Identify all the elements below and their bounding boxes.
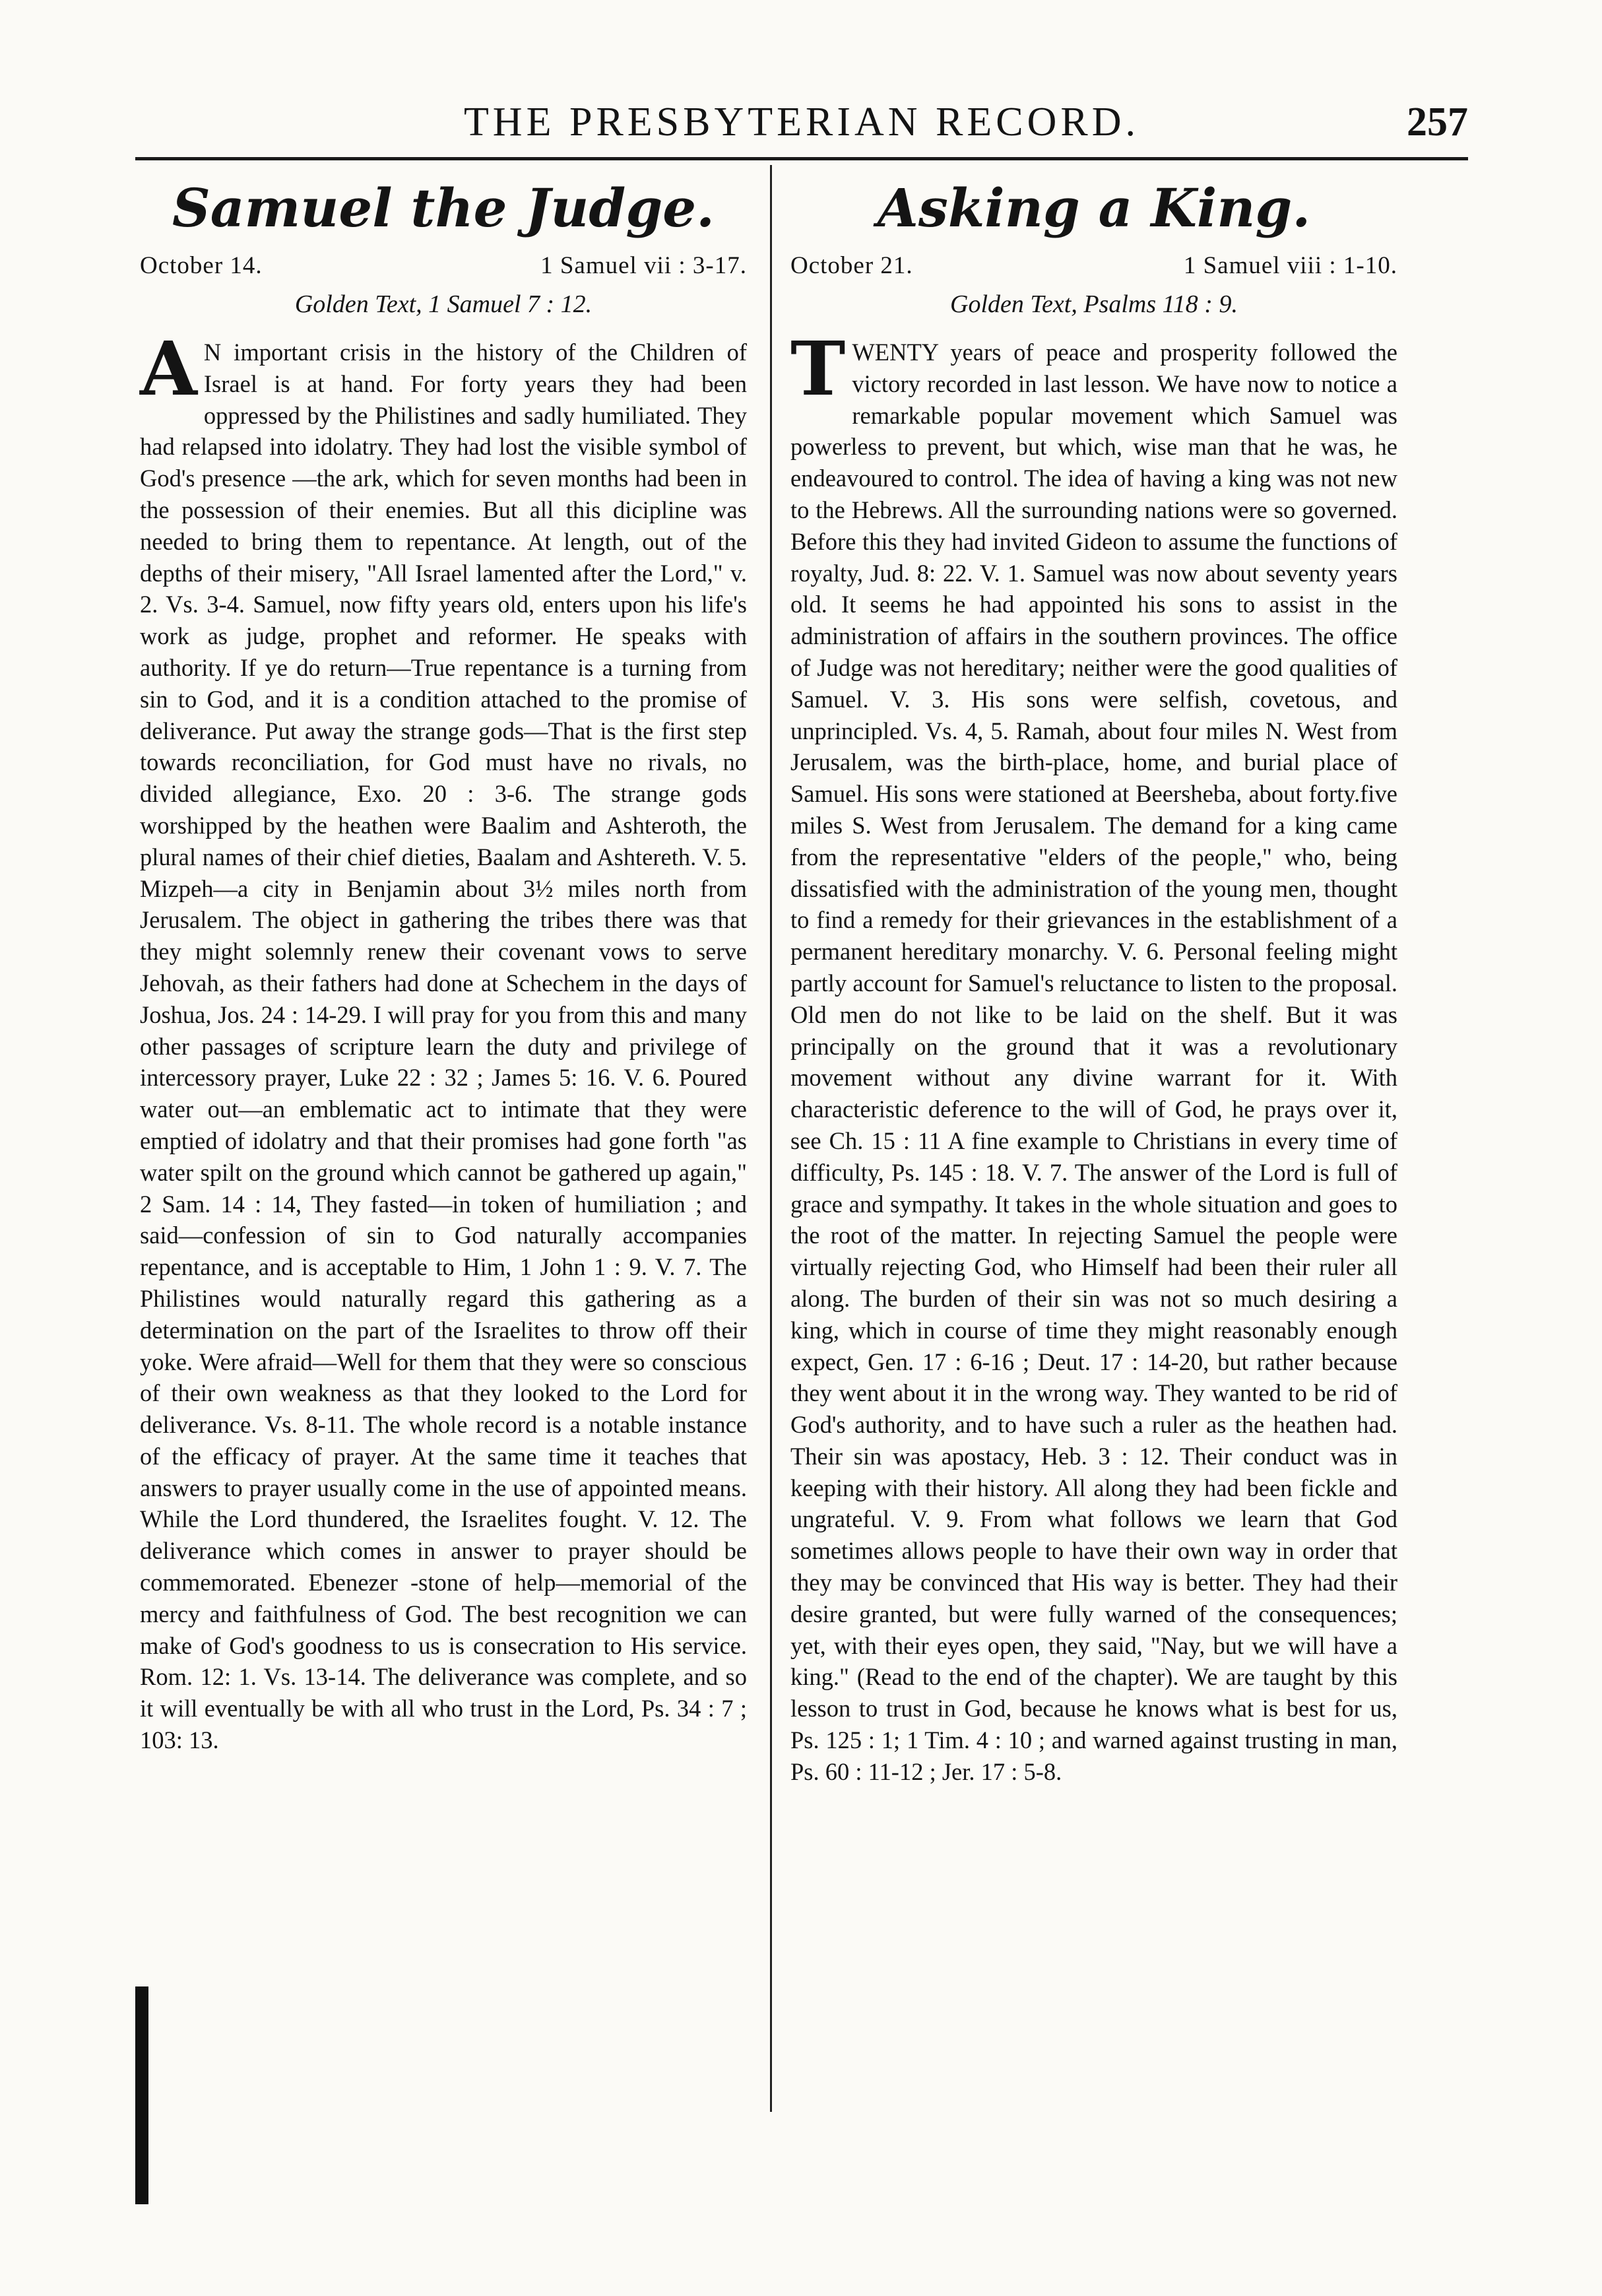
lesson-meta — [790, 248, 1397, 284]
scripture-reference: 1 Samuel viii : 1-10. — [1183, 252, 1397, 279]
running-head: THE PRESBYTERIAN RECORD. — [463, 100, 1140, 145]
article-body — [790, 326, 1397, 1788]
article-samuel-the-judge — [140, 172, 747, 1756]
header-rule — [135, 157, 1468, 160]
drop-cap: A — [140, 326, 197, 412]
article-title: Samuel the Judge. — [172, 177, 715, 239]
golden-text: Golden Text, 1 Samuel 7 : 12. — [294, 290, 593, 318]
lesson-meta — [140, 248, 747, 284]
golden-text: Golden Text, Psalms 118 : 9. — [950, 290, 1238, 318]
page-number: 257 — [1407, 100, 1468, 145]
lesson-date: October 14. — [140, 252, 263, 279]
article-asking-a-king — [790, 172, 1397, 1788]
drop-cap: T — [790, 326, 846, 412]
scripture-reference: 1 Samuel vii : 3-17. — [540, 252, 747, 279]
article-body-text: WENTY years of peace and prosperity followed the victory recorded in last lesson. We have now to notice a remarkable popular movement which Samuel was powerless to prevent, but which, wise man that he was, he endeavoured to control. The idea of having a king was not new to the Hebrews. All the surrounding nations were so governed. Before this they had invited Gideon to assume the functions of royalty, Jud. 8: 22. V. 1. Samuel was now about seventy years old. It seems he had appointed his sons to assist in the administration of affairs in the southern provinces. The office of Judge was not hereditary; neither were the good qualities of Samuel. V. 3. His sons were selfish, covetous, and unprincipled. Vs. 4, 5. Ramah, about four miles N. West from Jerusalem, was the birth-place, home, and burial place of Samuel. His sons were stationed at Beersheba, about forty.five miles S. West from Jerusalem. The demand for a king came from the representative "elders of the people," who, being dissatisfied with the administration of the young men, thought to find a remedy for their grievances in the establishment of a permanent hereditary monarchy. V. 6. Personal feeling might partly account for Samuel's reluctance to listen to the proposal. Old men do not like to be laid on the shelf. But it was principally on the ground that it was a revolutionary movement without any divine warrant for it. With characteristic deference to the will of God, he prays over it, see Ch. 15 : 11 A fine example to Christians in every time of difficulty, Ps. 145 : 18. V. 7. The answer of the Lord is full of grace and sympathy. It takes in the whole situation and goes to the root of the matter. In rejecting Samuel the people were virtually rejecting God, who Himself had been their ruler all along. The burden of their sin was not so much desiring a king, which in course of time they might reasonably enough expect, Gen. 17 : 6-16 ; Deut. 17 : 14-20, but rather because they went about it in the wrong way. They wanted to be rid of God's authority, and to have such a ruler as the heathen had. Their sin was apostacy, Heb. 3 : 12. Their conduct was in keeping with their history. All along they had been fickle and ungrateful. V. 9. From what follows we learn that God sometimes allows people to have their own way in order that they may be convinced that His way is better. They had their desire granted, but were fully warned of the consequences; yet, with their eyes open, they said, "Nay, but we will have a king." (Read to the end of the chapter). We are taught by this lesson to trust in God, because he knows what is best for us, Ps. 125 : 1; 1 Tim. 4 : 10 ; and warned against trusting in man, Ps. 60 : 11-12 ; Jer. 17 : 5-8. — [790, 339, 1397, 1785]
article-body — [140, 326, 747, 1756]
binding-shadow — [135, 1986, 148, 2204]
article-title: Asking a King. — [877, 177, 1311, 239]
column-divider — [770, 165, 772, 2112]
lesson-date: October 21. — [790, 252, 913, 279]
article-body-text: N important crisis in the history of the Children of Israel is at hand. For forty years they had been oppressed by the Philistines and sadly humiliated. They had relapsed into idolatry. They had lost the visible symbol of God's presence —the ark, which for seven months had been in the possession of their enemies. But all this dicipline was needed to bring them to repentance. At length, out of the depths of their misery, "All Israel lamented after the Lord," v. 2. Vs. 3-4. Samuel, now fifty years old, enters upon his life's work as judge, prophet and reformer. He speaks with authority. If ye do return—True repentance is a turning from sin to God, and it is a condition attached to the promise of deliverance. Put away the strange gods—That is the first step towards reconciliation, for God must have no rivals, no divided allegiance, Exo. 20 : 3-6. The strange gods worshipped by the heathen were Baalim and Ashteroth, the plural names of their chief dieties, Baalam and Ashtereth. V. 5. Mizpeh—a city in Benjamin about 3½ miles north from Jerusalem. The object in gathering the tribes there was that they might solemnly renew their covenant vows to serve Jehovah, as their fathers had done at Schechem in the days of Joshua, Jos. 24 : 14-29. I will pray for you from this and many other passages of scripture learn the duty and privilege of intercessory prayer, Luke 22 : 32 ; James 5: 16. V. 6. Poured water out—an emblematic act to intimate that they were emptied of idolatry and that their promises had gone forth "as water spilt on the ground which cannot be gathered up again," 2 Sam. 14 : 14, They fasted—in token of humiliation ; and said—confession of sin to God naturally accompanies repentance, and is acceptable to Him, 1 John 1 : 9. V. 7. The Philistines would naturally regard this gathering as a determination on the part of the Israelites to throw off their yoke. Were afraid—Well for them that they were so conscious of their own weakness as that they looked to the Lord for deliverance. Vs. 8-11. The whole record is a notable instance of the efficacy of prayer. At the same time it teaches that answers to prayer usually come in the use of appointed means. While the Lord thundered, the Israelites fought. V. 12. The deliverance which comes in answer to prayer should be commemorated. Ebenezer -stone of help—memorial of the mercy and faithfulness of God. The best recognition we can make of God's goodness to us is consecration to His service. Rom. 12: 1. Vs. 13-14. The deliverance was complete, and so it will eventually be with all who trust in the Lord, Ps. 34 : 7 ; 103: 13. — [140, 339, 747, 1754]
